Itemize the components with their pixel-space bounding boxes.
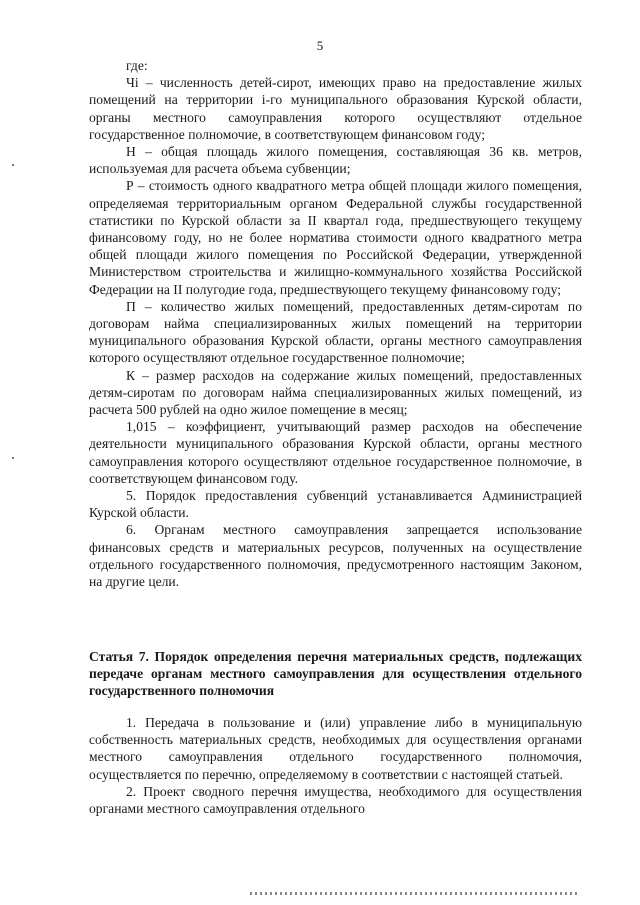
article-7-body [89, 714, 582, 817]
scan-artifact-dots [250, 892, 580, 895]
paragraph-item-6: 6. Органам местного самоуправления запрещается использование финансовых средств и материальных ресурсов, полученных на осуществление отдельного государственного полномочия, предусмотренного настоящим Законом, на другие цели. [89, 522, 582, 590]
paragraph-k: К – размер расходов на содержание жилых помещений, предоставленных детям-сиротам по договорам найма специализированных жилых помещений, из расчета 500 рублей на одно жилое помещение в месяц; [89, 367, 582, 418]
where-label: где: [126, 58, 148, 73]
paragraph-coefficient: 1,015 – коэффициент, учитывающий размер расходов на обеспечение деятельности муниципального образования Курской области, органы местного самоуправления которого осуществляют отдельное государственное полномочие, в соответствующем финансовом году. [89, 419, 582, 486]
paragraph-item-5: 5. Порядок предоставления субвенций устанавливается Администрацией Курской области. [89, 488, 582, 521]
article-paragraph-2: 2. Проект сводного перечня имущества, необходимого для осуществления органами местного самоуправления отдельного [89, 783, 582, 817]
page-number: 5 [316, 38, 324, 53]
paragraph-p-cost: Р – стоимость одного квадратного метра общей площади жилого помещения, определяемая территориальным органом Федеральной службы государственной статистики по Курской области за II квартал года, предшествующего текущему финансовому году, но не более норматива стоимости одного квадратного метра общей площади жилого помещения по Российской Федерации, утвержденной Министерством строительства и жилищно-коммунального хозяйства Российской Федерации на II полугодие года, предшествующего текущему финансовому году; [89, 178, 582, 297]
paragraph-p-count: П – количество жилых помещений, предоставленных детям-сиротам по договорам найма специализированных жилых помещений на территории муниципального образования Курской области, органы местного самоуправления которого осуществляют отдельное государственное полномочие; [89, 298, 582, 366]
article-paragraph-1: 1. Передача в пользование и (или) управление либо в муниципальную собственность материальных средств, необходимых для осуществления органами местного самоуправления отдельного государственного полномочия, осуществляется по перечню, определяемому в соответствии с настоящей статьей. [89, 715, 582, 782]
document-body [89, 57, 582, 590]
article-7-heading: Статья 7. Порядок определения перечня материальных средств, подлежащих передаче органам местного самоуправления для осуществления отдельного государственного полномочия [89, 649, 582, 699]
scan-mark [12, 164, 14, 166]
paragraph-h: Н – общая площадь жилого помещения, составляющая 36 кв. метров, используемая для расчета объема субвенции; [89, 144, 582, 177]
paragraph-chi: Чi – численность детей-сирот, имеющих право на предоставление жилых помещений на территории i-го муниципального образования Курской области, органы местного самоуправления которого осуществляют отдельное государственное полномочие, в соответствующем финансовом году; [89, 75, 582, 142]
scan-mark [12, 457, 14, 459]
